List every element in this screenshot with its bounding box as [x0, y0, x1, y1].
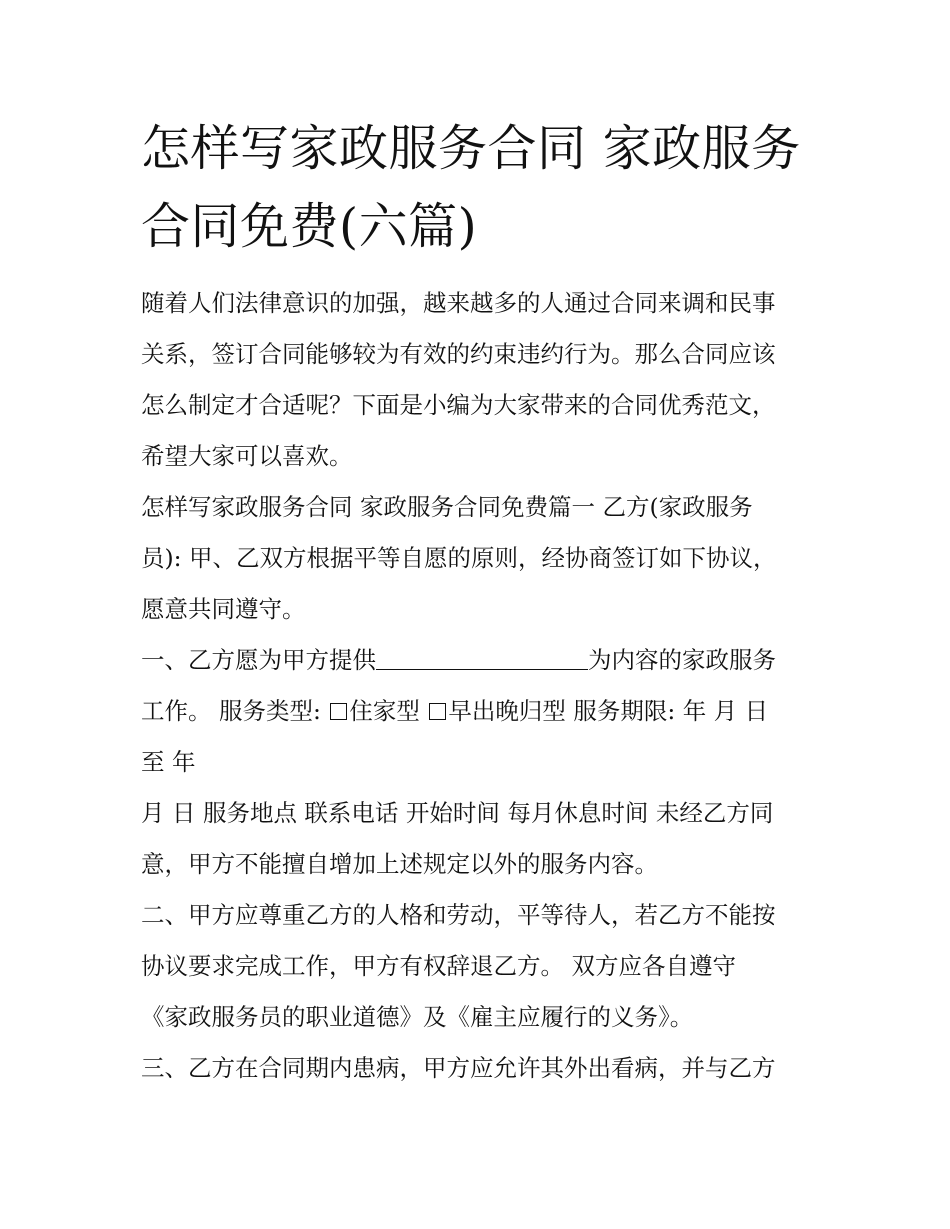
- text-line: 希望大家可以喜欢。: [141, 442, 353, 470]
- title-line-2: 合同免费(六篇): [141, 198, 478, 255]
- clause-one-continued: [141, 788, 813, 890]
- service-content-blank: [376, 649, 588, 670]
- text-line: 三、乙方在合同期内患病，甲方应允许其外出看病，并与乙方: [141, 1054, 776, 1082]
- section-one-paragraph: [141, 482, 813, 635]
- clause-two-paragraph: [141, 890, 813, 1043]
- clause-one-paragraph: [141, 635, 813, 788]
- service-type-label: 工作。 服务类型:: [141, 697, 329, 725]
- text-line: 员): 甲、乙双方根据平等自愿的原则，经协商签订如下协议，: [141, 544, 777, 572]
- clause-one-line-1: [141, 635, 813, 686]
- day-service-label: 早出晚归型: [448, 697, 566, 725]
- text-line: 协议要求完成工作，甲方有权辞退乙方。 双方应各自遵守: [141, 952, 736, 980]
- service-period-label: 服务期限: 年 月 日: [565, 697, 769, 725]
- text-line: 《家政服务员的职业道德》及《雇主应履行的义务》。: [141, 1003, 694, 1031]
- clause-one-suffix: 为内容的家政服务: [588, 646, 776, 674]
- clause-one-line-2: [141, 686, 813, 737]
- text-line: 意，甲方不能擅自增加上述规定以外的服务内容。: [141, 850, 658, 878]
- document-title: [141, 110, 813, 266]
- text-line: 随着人们法律意识的加强，越来越多的人通过合同来调和民事: [141, 289, 776, 317]
- document-page: [141, 110, 813, 1094]
- text-line: 怎么制定才合适呢？下面是小编为大家带来的合同优秀范文，: [141, 391, 776, 419]
- day-service-checkbox: [429, 703, 446, 720]
- live-in-label: 住家型: [349, 697, 420, 725]
- title-line-1: 怎样写家政服务合同 家政服务: [141, 120, 801, 177]
- text-line: 关系，签订合同能够较为有效的约束违约行为。那么合同应该: [141, 340, 776, 368]
- text-line: 月 日 服务地点 联系电话 开始时间 每月休息时间 未经乙方同: [141, 799, 774, 827]
- clause-three-paragraph: [141, 1043, 813, 1094]
- intro-paragraph: [141, 278, 813, 482]
- text-line: 至 年: [141, 748, 196, 776]
- text-line: 愿意共同遵守。: [141, 595, 306, 623]
- text-line: 怎样写家政服务合同 家政服务合同免费篇一 乙方(家政服务: [141, 493, 753, 521]
- live-in-checkbox: [330, 703, 347, 720]
- text-line: 二、甲方应尊重乙方的人格和劳动，平等待人，若乙方不能按: [141, 901, 776, 929]
- clause-one-prefix: 一、乙方愿为甲方提供: [141, 646, 376, 674]
